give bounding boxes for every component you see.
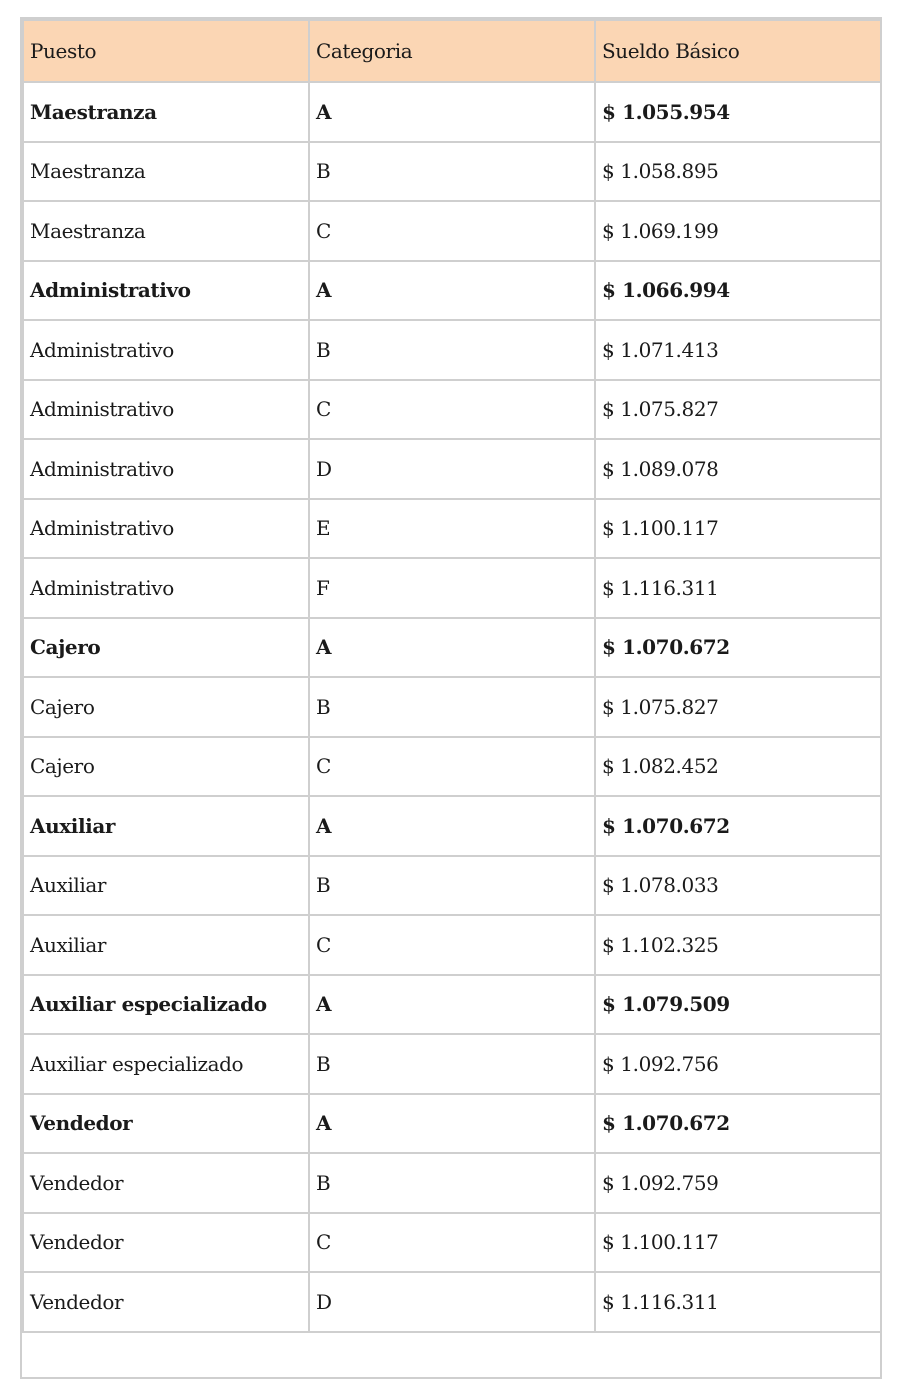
column-header-categoria: Categoria xyxy=(309,20,595,82)
cell-puesto: Administrativo xyxy=(23,439,309,499)
cell-puesto: Auxiliar xyxy=(23,915,309,975)
cell-puesto: Auxiliar xyxy=(23,796,309,856)
cell-puesto: Administrativo xyxy=(23,558,309,618)
cell-categoria: D xyxy=(309,1272,595,1332)
cell-sueldo-basico: $ 1.078.033 xyxy=(595,856,881,916)
cell-sueldo-basico: $ 1.070.672 xyxy=(595,796,881,856)
cell-categoria: C xyxy=(309,1213,595,1273)
cell-categoria: B xyxy=(309,142,595,202)
cell-sueldo-basico: $ 1.066.994 xyxy=(595,261,881,321)
cell-sueldo-basico: $ 1.116.311 xyxy=(595,558,881,618)
table-row xyxy=(23,737,881,797)
cell-categoria: A xyxy=(309,82,595,142)
cell-puesto: Vendedor xyxy=(23,1153,309,1213)
table-row xyxy=(23,856,881,916)
cell-sueldo-basico: $ 1.071.413 xyxy=(595,320,881,380)
cell-categoria: C xyxy=(309,201,595,261)
cell-sueldo-basico: $ 1.070.672 xyxy=(595,618,881,678)
cell-categoria: F xyxy=(309,558,595,618)
cell-sueldo-basico: $ 1.089.078 xyxy=(595,439,881,499)
cell-categoria: C xyxy=(309,737,595,797)
cell-puesto: Vendedor xyxy=(23,1272,309,1332)
cell-puesto: Administrativo xyxy=(23,499,309,559)
table-body xyxy=(23,82,881,1332)
cell-puesto: Auxiliar especializado xyxy=(23,975,309,1035)
table-row xyxy=(23,1272,881,1332)
cell-puesto: Auxiliar especializado xyxy=(23,1034,309,1094)
cell-categoria: B xyxy=(309,320,595,380)
table-row xyxy=(23,677,881,737)
cell-categoria: A xyxy=(309,618,595,678)
cell-sueldo-basico: $ 1.100.117 xyxy=(595,499,881,559)
table-row xyxy=(23,261,881,321)
cell-sueldo-basico: $ 1.070.672 xyxy=(595,1094,881,1154)
table-row xyxy=(23,796,881,856)
cell-puesto: Administrativo xyxy=(23,320,309,380)
cell-sueldo-basico: $ 1.092.756 xyxy=(595,1034,881,1094)
table-row xyxy=(23,142,881,202)
cell-sueldo-basico: $ 1.100.117 xyxy=(595,1213,881,1273)
cell-puesto: Cajero xyxy=(23,618,309,678)
cell-sueldo-basico: $ 1.079.509 xyxy=(595,975,881,1035)
table-header-row xyxy=(23,20,881,82)
cell-categoria: A xyxy=(309,1094,595,1154)
cell-sueldo-basico: $ 1.082.452 xyxy=(595,737,881,797)
table-row xyxy=(23,915,881,975)
cell-puesto: Cajero xyxy=(23,737,309,797)
cell-puesto: Maestranza xyxy=(23,82,309,142)
cell-puesto: Vendedor xyxy=(23,1213,309,1273)
table-row xyxy=(23,82,881,142)
cell-categoria: E xyxy=(309,499,595,559)
column-header-puesto: Puesto xyxy=(23,20,309,82)
cell-categoria: C xyxy=(309,380,595,440)
table-row xyxy=(23,439,881,499)
table-row xyxy=(23,618,881,678)
cell-categoria: B xyxy=(309,856,595,916)
cell-puesto: Administrativo xyxy=(23,261,309,321)
cell-sueldo-basico: $ 1.075.827 xyxy=(595,380,881,440)
cell-categoria: A xyxy=(309,261,595,321)
cell-sueldo-basico: $ 1.116.311 xyxy=(595,1272,881,1332)
cell-categoria: A xyxy=(309,796,595,856)
cell-categoria: D xyxy=(309,439,595,499)
cell-sueldo-basico: $ 1.102.325 xyxy=(595,915,881,975)
table-row xyxy=(23,380,881,440)
table-row xyxy=(23,975,881,1035)
table-row xyxy=(23,201,881,261)
cell-categoria: B xyxy=(309,1034,595,1094)
cell-puesto: Vendedor xyxy=(23,1094,309,1154)
table-row xyxy=(23,1094,881,1154)
salary-table xyxy=(22,19,882,1333)
cell-sueldo-basico: $ 1.055.954 xyxy=(595,82,881,142)
cell-categoria: A xyxy=(309,975,595,1035)
cell-puesto: Administrativo xyxy=(23,380,309,440)
table-row xyxy=(23,1153,881,1213)
table-row xyxy=(23,1034,881,1094)
table-row xyxy=(23,558,881,618)
cell-sueldo-basico: $ 1.092.759 xyxy=(595,1153,881,1213)
cell-sueldo-basico: $ 1.069.199 xyxy=(595,201,881,261)
table-row xyxy=(23,499,881,559)
cell-puesto: Maestranza xyxy=(23,142,309,202)
table-row xyxy=(23,320,881,380)
salary-table-frame xyxy=(20,17,882,1379)
cell-categoria: C xyxy=(309,915,595,975)
cell-sueldo-basico: $ 1.058.895 xyxy=(595,142,881,202)
cell-categoria: B xyxy=(309,1153,595,1213)
cell-categoria: B xyxy=(309,677,595,737)
table-row xyxy=(23,1213,881,1273)
cell-puesto: Maestranza xyxy=(23,201,309,261)
cell-sueldo-basico: $ 1.075.827 xyxy=(595,677,881,737)
cell-puesto: Cajero xyxy=(23,677,309,737)
cell-puesto: Auxiliar xyxy=(23,856,309,916)
column-header-sueldo-basico: Sueldo Básico xyxy=(595,20,881,82)
